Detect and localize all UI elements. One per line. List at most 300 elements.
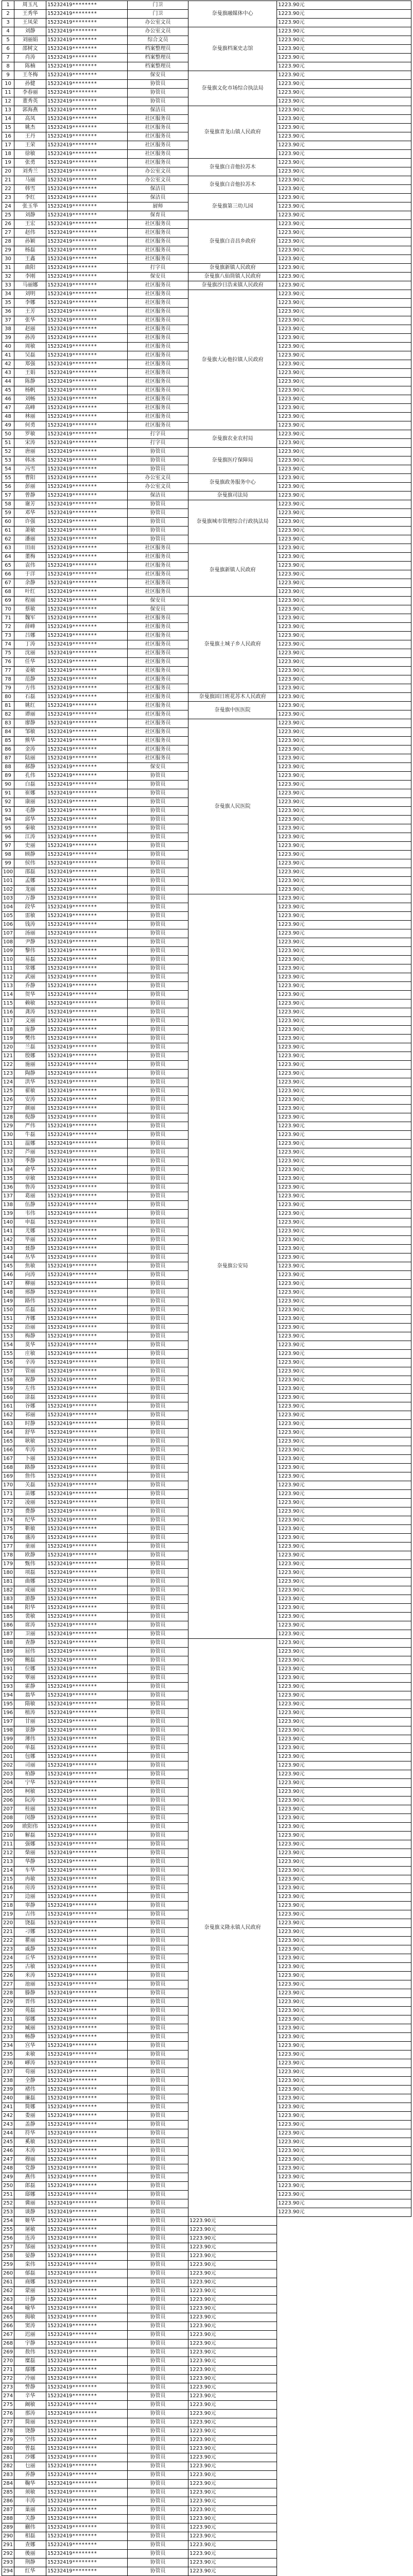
position: 社区服务员 <box>128 220 188 229</box>
person-name: 焦敏 <box>14 1262 46 1271</box>
row-number: 280 <box>2 2445 14 2453</box>
id-number: 15232419******** <box>46 1166 128 1175</box>
id-number: 15232419******** <box>46 167 128 176</box>
position: 办公室文员 <box>128 167 188 176</box>
amount: 1223.90元 <box>277 132 411 141</box>
row-number: 148 <box>2 1289 14 1297</box>
amount: 1223.90元 <box>277 483 411 492</box>
id-number: 15232419******** <box>46 1455 128 1464</box>
person-name: 欧静 <box>14 1551 46 1560</box>
id-number: 15232419******** <box>46 378 128 386</box>
id-number: 15232419******** <box>46 1691 128 1700</box>
person-name: 宋涛 <box>14 439 46 448</box>
amount: 1223.90元 <box>277 1096 411 1105</box>
id-number: 15232419******** <box>46 842 128 851</box>
row-number: 270 <box>2 2357 14 2366</box>
row-number: 97 <box>2 842 14 851</box>
row-number: 172 <box>2 1499 14 1507</box>
amount: 1223.90元 <box>277 1639 411 1648</box>
person-name: 时静 <box>14 1420 46 1429</box>
position: 办公室文员 <box>128 27 188 36</box>
id-number: 15232419******** <box>46 1289 128 1297</box>
row-number: 132 <box>2 1148 14 1157</box>
position: 社区服务员 <box>128 745 188 754</box>
id-number: 15232419******** <box>46 2269 128 2278</box>
row-number: 189 <box>2 1648 14 1656</box>
person-name: 屠敏 <box>14 2226 46 2234</box>
row-number: 144 <box>2 1253 14 1262</box>
position: 协管员 <box>128 973 188 982</box>
amount: 1223.90元 <box>277 1630 411 1639</box>
id-number: 15232419******** <box>46 2252 128 2261</box>
amount: 1223.90元 <box>277 772 411 781</box>
amount: 1223.90元 <box>277 1350 411 1359</box>
id-number: 15232419******** <box>46 947 128 956</box>
id-number: 15232419******** <box>46 1131 128 1140</box>
person-name: 简娜 <box>14 2103 46 2112</box>
person-name: 庄敏 <box>14 1350 46 1359</box>
position: 社区服务员 <box>128 623 188 632</box>
position: 协管员 <box>128 2121 188 2129</box>
id-number: 15232419******** <box>46 2112 128 2121</box>
id-number: 15232419******** <box>46 2453 128 2462</box>
id-number: 15232419******** <box>46 1113 128 1122</box>
person-name: 韩雪 <box>14 185 46 194</box>
position: 社区服务员 <box>128 124 188 132</box>
id-number: 15232419******** <box>46 938 128 947</box>
id-number: 15232419******** <box>46 833 128 842</box>
unit-name: 奈曼旗第三幼儿园 <box>188 194 277 220</box>
id-number: 15232419******** <box>46 1017 128 1026</box>
person-name: 畅静 <box>14 2033 46 2042</box>
row-number: 60 <box>2 518 14 527</box>
row-number: 149 <box>2 1297 14 1306</box>
person-name: 谭丽 <box>14 710 46 719</box>
id-number: 15232419******** <box>46 851 128 859</box>
position: 协管员 <box>128 1367 188 1376</box>
amount: 1223.90元 <box>277 2182 411 2191</box>
person-name: 宇静 <box>14 2340 46 2348</box>
amount: 1223.90元 <box>277 947 411 956</box>
row-number: 126 <box>2 1096 14 1105</box>
amount: 1223.90元 <box>277 2086 411 2094</box>
position: 协管员 <box>128 1683 188 1691</box>
id-number: 15232419******** <box>46 1604 128 1613</box>
position: 协管员 <box>128 2015 188 2024</box>
position: 协管员 <box>128 886 188 894</box>
position: 社区服务员 <box>128 544 188 553</box>
person-name: 刘丽娟 <box>14 36 46 45</box>
position: 协管员 <box>128 1096 188 1105</box>
row-number: 154 <box>2 1341 14 1350</box>
position: 保洁员 <box>128 106 188 115</box>
amount: 1223.90元 <box>188 2313 277 2322</box>
row-number: 57 <box>2 492 14 500</box>
amount: 1223.90元 <box>277 1122 411 1131</box>
id-number: 15232419******** <box>46 1157 128 1166</box>
id-number: 15232419******** <box>46 1910 128 1919</box>
amount: 1223.90元 <box>188 2304 277 2313</box>
id-number: 15232419******** <box>46 1464 128 1472</box>
person-name: 喻华 <box>14 2304 46 2313</box>
person-name: 乜丽 <box>14 2462 46 2471</box>
row-number: 41 <box>2 351 14 360</box>
id-number: 15232419******** <box>46 2173 128 2182</box>
person-name: 肖涛 <box>14 54 46 62</box>
table-row <box>2 2269 411 2278</box>
position: 协管员 <box>128 1875 188 1884</box>
amount: 1223.90元 <box>188 2471 277 2480</box>
person-name: 席涛 <box>14 1621 46 1630</box>
row-number: 147 <box>2 1280 14 1289</box>
person-name: 郝静 <box>14 763 46 772</box>
row-number: 22 <box>2 185 14 194</box>
person-name: 任华 <box>14 658 46 667</box>
person-name: 牟涛 <box>14 1446 46 1455</box>
id-number: 15232419******** <box>46 1551 128 1560</box>
id-number: 15232419******** <box>46 255 128 264</box>
position: 协管员 <box>128 2462 188 2471</box>
amount: 1223.90元 <box>277 1516 411 1525</box>
amount: 1223.90元 <box>277 649 411 658</box>
id-number: 15232419******** <box>46 62 128 71</box>
position: 社区服务员 <box>128 754 188 763</box>
position: 协管员 <box>128 1332 188 1341</box>
amount: 1223.90元 <box>277 894 411 903</box>
id-number: 15232419******** <box>46 1341 128 1350</box>
amount: 1223.90元 <box>277 991 411 999</box>
row-number: 220 <box>2 1919 14 1928</box>
person-name: 廖静 <box>14 719 46 728</box>
row-number: 274 <box>2 2392 14 2401</box>
person-name: 洪华 <box>14 1078 46 1087</box>
person-name: 石磊 <box>14 693 46 702</box>
id-number: 15232419******** <box>46 675 128 684</box>
id-number: 15232419******** <box>46 2147 128 2156</box>
position: 协管员 <box>128 1805 188 1814</box>
id-number: 15232419******** <box>46 483 128 492</box>
amount: 1223.90元 <box>188 2340 277 2348</box>
id-number: 15232419******** <box>46 1954 128 1963</box>
row-number: 139 <box>2 1210 14 1218</box>
row-number: 208 <box>2 1814 14 1823</box>
position: 协管员 <box>128 1569 188 1578</box>
person-name: 莫华 <box>14 1341 46 1350</box>
position: 协管员 <box>128 1884 188 1893</box>
person-name: 阚敏 <box>14 2401 46 2410</box>
id-number: 15232419******** <box>46 2550 128 2558</box>
position: 协管员 <box>128 1236 188 1245</box>
unit-name: 奈曼旗八仙筒镇人民政府 <box>188 273 277 281</box>
row-number: 117 <box>2 1017 14 1026</box>
amount: 1223.90元 <box>277 1131 411 1140</box>
person-name: 苑磊 <box>14 2007 46 2015</box>
id-number: 15232419******** <box>46 1376 128 1385</box>
row-number: 7 <box>2 54 14 62</box>
row-number: 163 <box>2 1420 14 1429</box>
id-number: 15232419******** <box>46 1043 128 1052</box>
table-row <box>2 2340 411 2348</box>
person-name: 范静 <box>14 675 46 684</box>
id-number: 15232419******** <box>46 299 128 308</box>
position: 厨师 <box>128 202 188 211</box>
position: 保育员 <box>128 211 188 220</box>
person-name: 马丽娜 <box>14 281 46 290</box>
position: 协管员 <box>128 2296 188 2304</box>
id-number: 15232419******** <box>46 334 128 343</box>
position: 协管员 <box>128 1315 188 1324</box>
person-name: 尤娜 <box>14 1227 46 1236</box>
amount: 1223.90元 <box>277 1411 411 1420</box>
amount: 1223.90元 <box>277 728 411 737</box>
position: 协管员 <box>128 2497 188 2506</box>
amount: 1223.90元 <box>277 1359 411 1367</box>
amount: 1223.90元 <box>277 1586 411 1595</box>
position: 办公室文员 <box>128 483 188 492</box>
amount: 1223.90元 <box>277 1700 411 1709</box>
amount: 1223.90元 <box>277 456 411 465</box>
amount: 1223.90元 <box>277 273 411 281</box>
position: 社区服务员 <box>128 562 188 570</box>
position: 协管员 <box>128 929 188 938</box>
person-name: 辛涛 <box>14 1359 46 1367</box>
id-number: 15232419******** <box>46 2103 128 2112</box>
person-name: 薛峰 <box>14 623 46 632</box>
amount: 1223.90元 <box>277 1420 411 1429</box>
position: 社区服务员 <box>128 632 188 640</box>
amount: 1223.90元 <box>277 71 411 80</box>
person-name: 訾静 <box>14 2383 46 2392</box>
row-number: 251 <box>2 2191 14 2199</box>
amount: 1223.90元 <box>277 1 411 10</box>
row-number: 17 <box>2 141 14 150</box>
row-number: 294 <box>2 2567 14 2576</box>
id-number: 15232419******** <box>46 973 128 982</box>
id-number: 15232419******** <box>46 1262 128 1271</box>
position: 协管员 <box>128 2366 188 2375</box>
row-number: 236 <box>2 2059 14 2068</box>
table-row <box>2 2226 411 2234</box>
row-number: 89 <box>2 772 14 781</box>
person-name: 牛磊 <box>14 1131 46 1140</box>
person-name: 杨帆 <box>14 386 46 395</box>
amount: 1223.90元 <box>277 1543 411 1551</box>
position: 协管员 <box>128 1218 188 1227</box>
row-number: 77 <box>2 667 14 675</box>
person-name: 尹静 <box>14 938 46 947</box>
person-name: 程丽 <box>14 597 46 605</box>
row-number: 232 <box>2 2024 14 2033</box>
id-number: 15232419******** <box>46 1096 128 1105</box>
id-number: 15232419******** <box>46 1858 128 1867</box>
position: 协管员 <box>128 2401 188 2410</box>
row-number: 84 <box>2 728 14 737</box>
amount: 1223.90元 <box>277 439 411 448</box>
id-number: 15232419******** <box>46 667 128 675</box>
id-number: 15232419******** <box>46 1744 128 1753</box>
position: 协管员 <box>128 2488 188 2497</box>
row-number: 27 <box>2 229 14 238</box>
row-number: 214 <box>2 1867 14 1875</box>
amount: 1223.90元 <box>188 2523 277 2532</box>
amount: 1223.90元 <box>277 1761 411 1770</box>
id-number: 15232419******** <box>46 2024 128 2033</box>
position: 社区服务员 <box>128 728 188 737</box>
row-number: 29 <box>2 246 14 255</box>
row-number: 102 <box>2 886 14 894</box>
amount: 1223.90元 <box>277 106 411 115</box>
position: 协管员 <box>128 2558 188 2567</box>
amount: 1223.90元 <box>277 1236 411 1245</box>
person-name: 娄丽 <box>14 2112 46 2121</box>
position: 门卫 <box>128 10 188 19</box>
position: 协管员 <box>128 956 188 964</box>
position: 协管员 <box>128 816 188 824</box>
id-number: 15232419******** <box>46 1735 128 1744</box>
id-number: 15232419******** <box>46 124 128 132</box>
row-number: 276 <box>2 2410 14 2418</box>
row-number: 246 <box>2 2147 14 2156</box>
id-number: 15232419******** <box>46 1919 128 1928</box>
id-number: 15232419******** <box>46 2436 128 2445</box>
id-number: 15232419******** <box>46 1122 128 1131</box>
unit-name: 奈曼旗融媒体中心 <box>188 1 277 27</box>
amount: 1223.90元 <box>277 1998 411 2007</box>
amount: 1223.90元 <box>277 378 411 386</box>
amount: 1223.90元 <box>277 1779 411 1788</box>
amount: 1223.90元 <box>277 912 411 921</box>
row-number: 19 <box>2 159 14 167</box>
id-number: 15232419******** <box>46 886 128 894</box>
person-name: 丁涛 <box>14 640 46 649</box>
position: 协管员 <box>128 1148 188 1157</box>
amount: 1223.90元 <box>277 938 411 947</box>
position: 协管员 <box>128 2532 188 2541</box>
amount: 1223.90元 <box>277 1972 411 1980</box>
id-number: 15232419******** <box>46 2287 128 2296</box>
amount: 1223.90元 <box>277 710 411 719</box>
person-name: 嵺涛 <box>14 2059 46 2068</box>
position: 协管员 <box>128 1087 188 1096</box>
person-name: 陆丽 <box>14 754 46 763</box>
id-number: 15232419******** <box>46 1753 128 1761</box>
id-number: 15232419******** <box>46 693 128 702</box>
position: 协管员 <box>128 964 188 973</box>
position: 协管员 <box>128 2050 188 2059</box>
id-number: 15232419******** <box>46 1394 128 1402</box>
id-number: 15232419******** <box>46 1245 128 1253</box>
position: 协管员 <box>128 2217 188 2226</box>
amount: 1223.90元 <box>277 2059 411 2068</box>
person-name: 谢芳 <box>14 500 46 509</box>
person-name: 左伟 <box>14 1385 46 1394</box>
position: 协管员 <box>128 1113 188 1122</box>
person-name: 许强 <box>14 518 46 527</box>
id-number: 15232419******** <box>46 2427 128 2436</box>
row-number: 247 <box>2 2156 14 2164</box>
person-name: 宁华 <box>14 1779 46 1788</box>
amount: 1223.90元 <box>277 1805 411 1814</box>
row-number: 226 <box>2 1972 14 1980</box>
amount: 1223.90元 <box>277 167 411 176</box>
person-name: 柯敏 <box>14 1788 46 1797</box>
person-name: 张玉华 <box>14 202 46 211</box>
amount: 1223.90元 <box>277 500 411 509</box>
row-number: 26 <box>2 220 14 229</box>
position: 协管员 <box>128 2033 188 2042</box>
person-name: 沙娜 <box>14 2453 46 2462</box>
row-number: 218 <box>2 1902 14 1910</box>
row-number: 275 <box>2 2401 14 2410</box>
id-number: 15232419******** <box>46 2121 128 2129</box>
id-number: 15232419******** <box>46 763 128 772</box>
amount: 1223.90元 <box>277 1902 411 1910</box>
row-number: 11 <box>2 89 14 97</box>
person-name: 沈丽 <box>14 649 46 658</box>
amount: 1223.90元 <box>277 1718 411 1726</box>
id-number: 15232419******** <box>46 798 128 807</box>
row-number: 81 <box>2 702 14 710</box>
row-number: 237 <box>2 2068 14 2077</box>
row-number: 63 <box>2 544 14 553</box>
amount: 1223.90元 <box>277 1849 411 1858</box>
amount: 1223.90元 <box>277 2191 411 2199</box>
position: 协管员 <box>128 1043 188 1052</box>
position: 协管员 <box>128 2471 188 2480</box>
person-name: 辛华 <box>14 2392 46 2401</box>
id-number: 15232419******** <box>46 1437 128 1446</box>
person-name: 华静 <box>14 1858 46 1867</box>
position: 社区服务员 <box>128 229 188 238</box>
id-number: 15232419******** <box>46 264 128 273</box>
person-name: 谈静 <box>14 2208 46 2217</box>
row-number: 261 <box>2 2278 14 2287</box>
person-name: 鄢娜 <box>14 2366 46 2375</box>
id-number: 15232419******** <box>46 614 128 623</box>
position: 协管员 <box>128 80 188 89</box>
amount: 1223.90元 <box>277 1691 411 1700</box>
position: 社区服务员 <box>128 649 188 658</box>
row-number: 68 <box>2 588 14 597</box>
amount: 1223.90元 <box>277 1893 411 1902</box>
position: 社区服务员 <box>128 693 188 702</box>
table-row <box>2 220 411 229</box>
amount: 1223.90元 <box>277 1490 411 1499</box>
position: 社区服务员 <box>128 308 188 316</box>
id-number: 15232419******** <box>46 745 128 754</box>
position: 协管员 <box>128 1359 188 1367</box>
position: 协管员 <box>128 2410 188 2418</box>
person-name: 祝静 <box>14 1376 46 1385</box>
position: 打字员 <box>128 430 188 439</box>
position: 社区服务员 <box>128 325 188 334</box>
row-number: 45 <box>2 386 14 395</box>
person-name: 古敏 <box>14 1963 46 1972</box>
table-row <box>2 597 411 605</box>
position: 社区服务员 <box>128 378 188 386</box>
id-number: 15232419******** <box>46 2077 128 2086</box>
person-name: 侯伟 <box>14 859 46 868</box>
unit-name: 奈曼旗农业农村局 <box>188 430 277 448</box>
person-name: 蒯伟 <box>14 2523 46 2532</box>
person-name: 刘静 <box>14 27 46 36</box>
person-name: 龚涛 <box>14 1008 46 1017</box>
id-number: 15232419******** <box>46 1280 128 1289</box>
person-name: 翟敏 <box>14 1087 46 1096</box>
person-name: 王凤荣 <box>14 19 46 27</box>
row-number: 228 <box>2 1989 14 1998</box>
id-number: 15232419******** <box>46 2156 128 2164</box>
